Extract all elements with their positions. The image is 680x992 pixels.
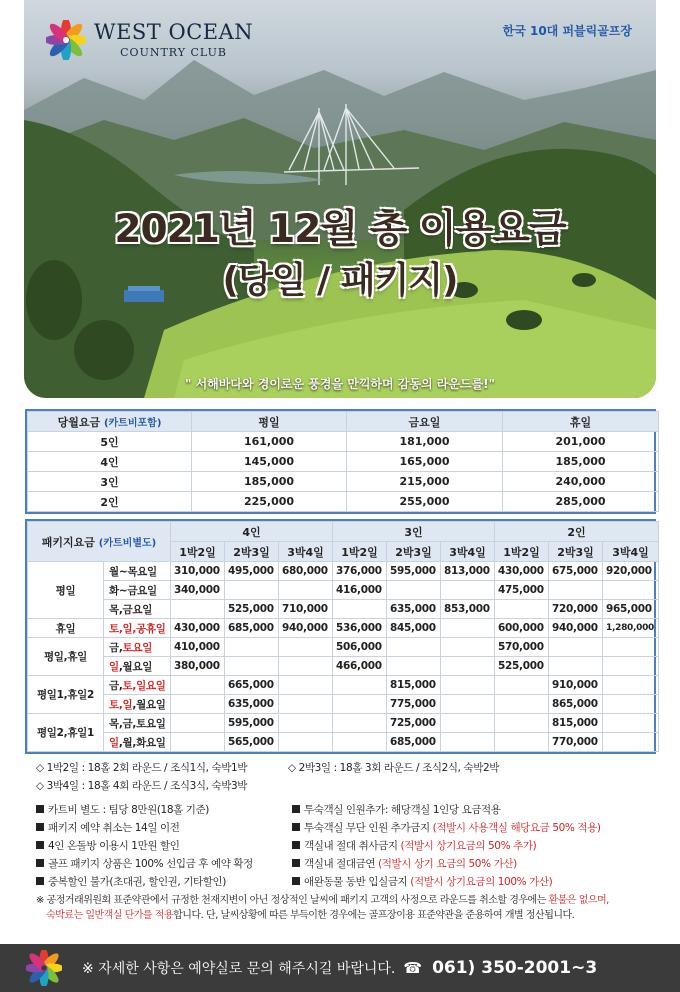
page-title: 2021년 12월 총 이용요금 — [114, 207, 566, 252]
price-cell — [495, 714, 549, 733]
price-cell: 145,000 — [192, 452, 347, 472]
price-cell: 940,000 — [549, 619, 603, 638]
policy-item: 중복할인 불가(초대권, 할인권, 기타할인) — [36, 874, 226, 889]
policy-item: 골프 패키지 상품은 100% 선입금 후 예약 확정 — [36, 856, 253, 871]
price-cell: 215,000 — [347, 472, 503, 492]
row-label: 4인 — [28, 452, 192, 472]
brand-subtitle: COUNTRY CLUB — [120, 46, 227, 59]
subcolumn-header: 1박2일 — [495, 542, 549, 562]
price-cell — [171, 600, 225, 619]
bullet-icon — [36, 841, 44, 849]
price-cell: 595,000 — [387, 562, 441, 581]
policy-item: 객실내 절대 취사금지 (적발시 상기요금의 50% 추가) — [292, 838, 536, 853]
price-cell: 466,000 — [333, 657, 387, 676]
bullet-icon — [36, 805, 44, 813]
column-header: 휴일 — [503, 412, 659, 432]
day-label: 일,월,화요일 — [104, 733, 171, 752]
bullet-icon — [292, 877, 300, 885]
price-cell: 635,000 — [387, 600, 441, 619]
price-cell: 565,000 — [225, 733, 279, 752]
price-cell: 525,000 — [225, 600, 279, 619]
price-cell: 376,000 — [333, 562, 387, 581]
price-cell — [171, 695, 225, 714]
subcolumn-header: 2박3일 — [387, 542, 441, 562]
bullet-icon — [292, 859, 300, 867]
refund-footnote: ※ 공정거래위원회 표준약관에서 규정한 천재지변이 아닌 정상적인 날씨에 패키지 고객의 사정으로 라운드를 취소할 경우에는 환불은 없으며, 숙박료는 일반객실 단가를 적용합니다. 단, 날씨상황에 따른 부득이한 경우에는 골프장이용 표준약관을 준용하여 개별 정산됩니다. — [36, 895, 609, 921]
table-row — [28, 714, 659, 733]
category-label: 평일 — [28, 562, 104, 619]
phone-icon: ☎ — [403, 959, 423, 977]
price-cell: 725,000 — [387, 714, 441, 733]
price-cell — [495, 733, 549, 752]
price-cell: 185,000 — [503, 452, 659, 472]
price-cell — [603, 676, 659, 695]
row-label: 3인 — [28, 472, 192, 492]
price-cell — [495, 676, 549, 695]
day-label: 목,금,토요일 — [104, 714, 171, 733]
price-cell: 920,000 — [603, 562, 659, 581]
policy-item: 카트비 별도 : 팀당 8만원(18홀 기준) — [36, 802, 209, 817]
table-row — [28, 581, 659, 600]
price-cell: 570,000 — [495, 638, 549, 657]
subcolumn-header: 1박2일 — [333, 542, 387, 562]
brand-logo — [46, 20, 253, 60]
price-cell: 181,000 — [347, 432, 503, 452]
package-note: ◇ 1박2일 : 18홀 2회 라운드 / 조식1식, 숙박1박 — [36, 762, 248, 774]
price-cell: 165,000 — [347, 452, 503, 472]
table-row — [28, 695, 659, 714]
price-cell — [225, 657, 279, 676]
price-cell — [387, 581, 441, 600]
price-cell: 410,000 — [171, 638, 225, 657]
subcolumn-header: 3박4일 — [441, 542, 495, 562]
price-cell: 340,000 — [171, 581, 225, 600]
price-cell — [441, 733, 495, 752]
price-cell: 813,000 — [441, 562, 495, 581]
table-row — [28, 472, 659, 492]
column-header: 평일 — [192, 412, 347, 432]
day-label: 금,토,일요일 — [104, 676, 171, 695]
price-cell: 910,000 — [549, 676, 603, 695]
price-cell — [279, 657, 333, 676]
price-cell: 240,000 — [503, 472, 659, 492]
price-cell: 815,000 — [387, 676, 441, 695]
table-row — [28, 733, 659, 752]
price-cell — [549, 581, 603, 600]
row-label: 5인 — [28, 432, 192, 452]
group-header: 2인 — [495, 522, 659, 542]
price-cell — [603, 657, 659, 676]
price-cell — [441, 619, 495, 638]
price-cell: 430,000 — [171, 619, 225, 638]
price-cell: 685,000 — [387, 733, 441, 752]
package-rate-table — [25, 519, 656, 754]
price-cell: 815,000 — [549, 714, 603, 733]
subcolumn-header: 2박3일 — [225, 542, 279, 562]
package-header-note: (카트비별도) — [98, 537, 157, 549]
price-cell: 853,000 — [441, 600, 495, 619]
price-cell — [603, 581, 659, 600]
subcolumn-header: 2박3일 — [549, 542, 603, 562]
price-cell: 665,000 — [225, 676, 279, 695]
category-label: 평일,휴일 — [28, 638, 104, 676]
category-label: 휴일 — [28, 619, 104, 638]
bullet-icon — [36, 859, 44, 867]
price-cell — [441, 657, 495, 676]
price-cell: 475,000 — [495, 581, 549, 600]
day-label: 토,일,월요일 — [104, 695, 171, 714]
top-tagline: 한국 10대 퍼블릭골프장 — [502, 24, 632, 38]
table-row — [28, 492, 659, 512]
bullet-icon — [292, 823, 300, 831]
policy-item: 투숙객실 무단 인원 추가금지 (적발시 사용객실 해당요금 50% 적용) — [292, 820, 601, 835]
price-cell: 940,000 — [279, 619, 333, 638]
price-cell — [279, 581, 333, 600]
contact-footer — [0, 944, 680, 992]
price-cell — [495, 600, 549, 619]
subcolumn-header: 3박4일 — [279, 542, 333, 562]
daily-rate-table — [25, 409, 656, 514]
bullet-icon — [36, 877, 44, 885]
price-cell — [279, 695, 333, 714]
price-cell — [225, 581, 279, 600]
price-cell: 680,000 — [279, 562, 333, 581]
contact-message: ※ 자세한 사항은 예약실로 문의 해주시길 바랍니다. — [82, 961, 396, 977]
price-cell — [441, 695, 495, 714]
day-label: 목,금요일 — [104, 600, 171, 619]
price-cell — [549, 657, 603, 676]
price-cell: 675,000 — [549, 562, 603, 581]
price-cell — [441, 581, 495, 600]
policy-item: 투숙객실 인원추가: 해당객실 1인당 요금적용 — [292, 802, 501, 817]
price-cell: 161,000 — [192, 432, 347, 452]
price-cell: 635,000 — [225, 695, 279, 714]
price-cell: 495,000 — [225, 562, 279, 581]
price-cell — [225, 638, 279, 657]
price-cell: 720,000 — [549, 600, 603, 619]
hero-banner — [24, 0, 656, 398]
price-cell — [171, 714, 225, 733]
price-cell — [603, 695, 659, 714]
price-cell — [171, 676, 225, 695]
price-cell — [387, 638, 441, 657]
price-cell: 1,280,000 — [603, 619, 659, 638]
table-row — [28, 600, 659, 619]
table-header-row — [28, 522, 659, 542]
bullet-icon — [36, 823, 44, 831]
price-cell — [549, 638, 603, 657]
price-cell — [279, 714, 333, 733]
slogan: " 서해바다와 경이로운 풍경을 만끽하며 감동의 라운드를!" — [185, 377, 495, 391]
policy-item: 4인 온돌방 이용시 1만원 할인 — [36, 838, 179, 853]
price-cell — [333, 600, 387, 619]
table-row — [28, 676, 659, 695]
price-cell — [279, 733, 333, 752]
price-cell — [171, 733, 225, 752]
price-cell — [333, 733, 387, 752]
category-label: 평일1,휴일2 — [28, 676, 104, 714]
price-cell: 865,000 — [549, 695, 603, 714]
price-cell — [441, 676, 495, 695]
table-row — [28, 432, 659, 452]
price-cell — [333, 714, 387, 733]
package-header-label: 패키지요금 (카트비별도) — [28, 522, 171, 562]
price-cell: 285,000 — [503, 492, 659, 512]
package-note: ◇ 3박4일 : 18홀 4회 라운드 / 조식3식, 숙박3박 — [36, 780, 248, 792]
price-cell: 775,000 — [387, 695, 441, 714]
price-cell — [603, 714, 659, 733]
price-cell — [603, 638, 659, 657]
price-cell: 965,000 — [603, 600, 659, 619]
price-cell: 380,000 — [171, 657, 225, 676]
daily-header-label: 당월요금 (카트비포함) — [28, 412, 192, 432]
price-cell — [441, 638, 495, 657]
price-cell — [333, 695, 387, 714]
category-label: 평일2,휴일1 — [28, 714, 104, 752]
price-cell: 310,000 — [171, 562, 225, 581]
bullet-icon — [292, 805, 300, 813]
price-cell: 255,000 — [347, 492, 503, 512]
price-cell — [279, 676, 333, 695]
price-cell: 525,000 — [495, 657, 549, 676]
policy-item: 애완동물 동반 입실금지 (적발시 상기요금의 100% 가산) — [292, 874, 552, 889]
price-cell: 595,000 — [225, 714, 279, 733]
column-header: 금요일 — [347, 412, 503, 432]
price-cell: 430,000 — [495, 562, 549, 581]
day-label: 월~목요일 — [104, 562, 171, 581]
day-label: 토,일,공휴일 — [104, 619, 171, 638]
row-label: 2인 — [28, 492, 192, 512]
price-cell — [387, 657, 441, 676]
subcolumn-header: 1박2일 — [171, 542, 225, 562]
page-subtitle: (당일 / 패키지) — [222, 260, 458, 301]
day-label: 금,토요일 — [104, 638, 171, 657]
price-cell: 185,000 — [192, 472, 347, 492]
price-cell: 506,000 — [333, 638, 387, 657]
policy-item: 패키지 예약 취소는 14일 이전 — [36, 820, 179, 835]
table-row — [28, 638, 659, 657]
package-note: ◇ 2박3일 : 18홀 3회 라운드 / 조식2식, 숙박2박 — [288, 762, 500, 774]
price-cell: 770,000 — [549, 733, 603, 752]
table-row — [28, 657, 659, 676]
phone-number[interactable]: 061) 350-2001~3 — [432, 958, 598, 978]
price-cell: 536,000 — [333, 619, 387, 638]
table-header-row — [28, 412, 659, 432]
table-row — [28, 619, 659, 638]
price-cell — [333, 676, 387, 695]
table-row — [28, 562, 659, 581]
policy-item: 객실내 절대금연 (적발시 상기 요금의 50% 가산) — [292, 856, 517, 871]
price-cell: 416,000 — [333, 581, 387, 600]
price-cell: 685,000 — [225, 619, 279, 638]
price-cell — [441, 714, 495, 733]
price-cell — [495, 695, 549, 714]
day-label: 일,월요일 — [104, 657, 171, 676]
price-cell: 201,000 — [503, 432, 659, 452]
price-cell: 845,000 — [387, 619, 441, 638]
price-cell — [603, 733, 659, 752]
subcolumn-header: 3박4일 — [603, 542, 659, 562]
daily-header-note: (카트비포함) — [103, 417, 162, 429]
price-cell: 225,000 — [192, 492, 347, 512]
price-cell — [279, 638, 333, 657]
brand-name: WEST OCEAN — [94, 20, 254, 44]
group-header: 3인 — [333, 522, 495, 542]
price-cell: 600,000 — [495, 619, 549, 638]
bullet-icon — [292, 841, 300, 849]
day-label: 화~금요일 — [104, 581, 171, 600]
brand-flower-icon — [26, 950, 62, 986]
price-cell: 710,000 — [279, 600, 333, 619]
table-row — [28, 452, 659, 472]
group-header: 4인 — [171, 522, 333, 542]
brand-flower-icon — [46, 20, 86, 60]
